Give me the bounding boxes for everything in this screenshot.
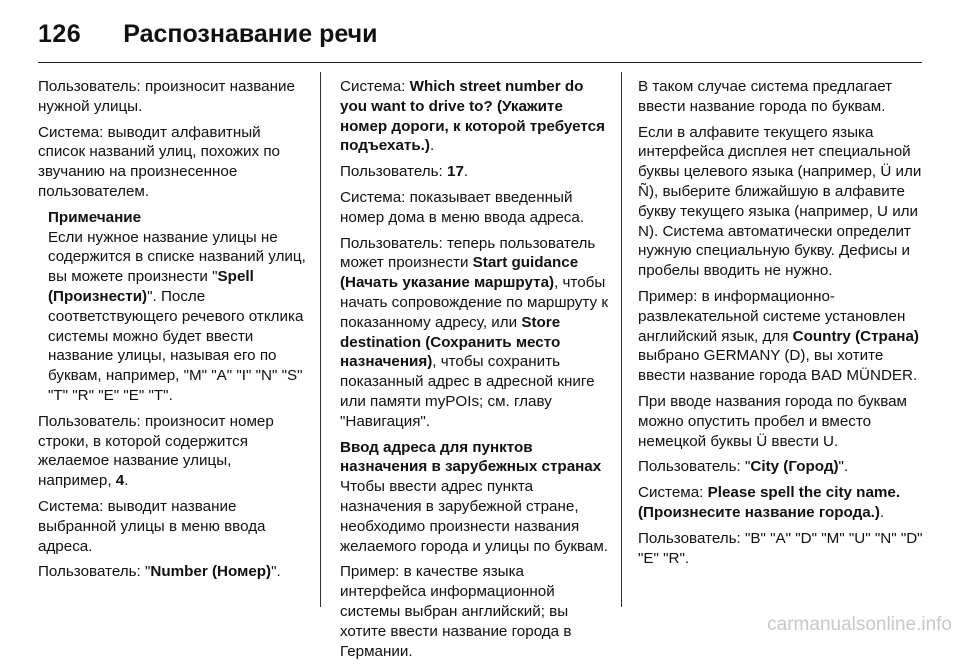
header-rule [38, 62, 922, 63]
paragraph: Чтобы ввести адрес пункта назначения в зарубежной стране, необходимо произнести названия желаемого города и улицы по буквам. [340, 478, 608, 555]
column-divider-2 [621, 72, 622, 607]
paragraph: Пользователь: "B" "A" "D" "M" "U" "N" "D" "E" "R". [638, 529, 923, 567]
watermark: carmanualsonline.info [767, 614, 952, 635]
section-heading: Ввод адреса для пунктов назначения в зарубежных странах [340, 438, 602, 476]
note-text: Если нужное название улицы не содержится в списке названий улиц, вы можете произнести "Spell (Произнести)". После соответствующего речевого отклика системы можно будет ввести название улицы, называя его по буквам, например, "M" "A" "I" "N" "S" "T" "R" "E" "E" "T". [48, 228, 306, 404]
note-box [48, 208, 308, 406]
paragraph: Пользователь: "City (Город)". [638, 458, 849, 476]
paragraph: Система: выводит алфавитный список названий улиц, похожих по звучанию на произнесенное пользователем. [38, 123, 280, 200]
paragraph: Пользователь: "Number (Номер)". [38, 563, 281, 581]
column-1 [38, 77, 308, 588]
paragraph: Если в алфавите текущего языка интерфейса дисплея нет специальной буквы целевого языка (например, Ü или Ñ), выберите ближайшую в алфавите букву текущего языка (например, U или N). Система автоматически определит нужную специальную букву. Дефисы и пробелы вводить не нужно. [638, 123, 922, 280]
paragraph: Пример: в качестве языка интерфейса информационной системы выбран английский; вы хотите ввести название города в Германии. [340, 563, 572, 660]
paragraph: В таком случае система предлагает ввести название города по буквам. [638, 78, 893, 115]
paragraph: Система: показывает введенный номер дома в меню ввода адреса. [340, 188, 585, 226]
column-divider-1 [320, 72, 321, 607]
column-2 [340, 77, 610, 667]
page-number: 126 [38, 19, 82, 48]
paragraph: Пользователь: произносит название нужной улицы. [38, 78, 295, 115]
page-title: Распознавание речи [123, 19, 378, 48]
paragraph: Система: Please spell the city name. (Произнесите название города.). [638, 484, 901, 521]
paragraph: Пользователь: произносит номер строки, в которой содержится желаемое название улицы, например, 4. [38, 412, 274, 490]
note-title: Примечание [48, 208, 142, 226]
paragraph: Пользователь: 17. [340, 163, 469, 181]
paragraph: Система: Which street number do you want to drive to? (Укажите номер дороги, к которой требуется подъехать.). [340, 78, 605, 155]
column-3 [638, 77, 928, 574]
page-header [38, 14, 378, 54]
paragraph: При вводе названия города по буквам можно опустить пробел и вместо немецкой буквы Ü ввести U. [638, 392, 907, 450]
paragraph: Система: выводит название выбранной улицы в меню ввода адреса. [38, 497, 266, 555]
paragraph: Пример: в информационно-развлекательной системе установлен английский язык, для Country (Страна) выбрано GERMANY (D), вы хотите ввести название города BAD MÜNDER. [638, 287, 919, 385]
paragraph: Пользователь: теперь пользователь может произнести Start guidance (Начать указание маршрута), чтобы начать сопровождение по маршруту к показанному адресу, или Store destination (Сохранить место назначения), чтобы сохранить показанный адрес в адресной книге или памяти myPOIs; см. главу "Навигация". [340, 234, 608, 430]
